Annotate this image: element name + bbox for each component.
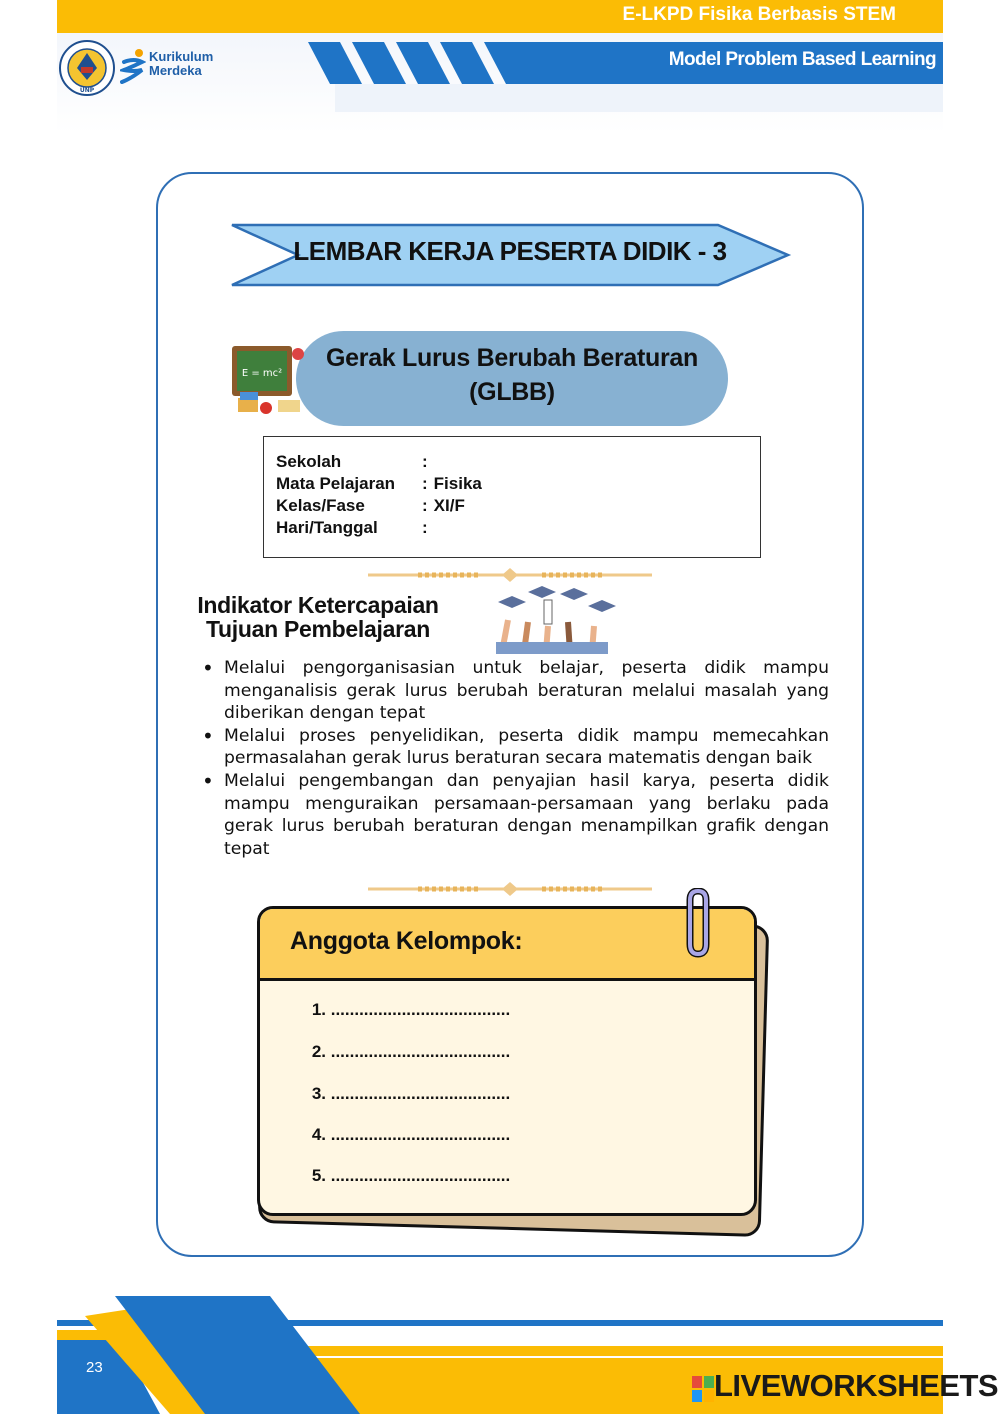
worksheet-banner-title: LEMBAR KERJA PESERTA DIDIK - 3 xyxy=(293,236,727,266)
info-label: Kelas/Fase xyxy=(276,496,365,515)
info-sep: : xyxy=(422,496,428,515)
info-row-sekolah xyxy=(276,452,434,472)
paperclip-icon xyxy=(680,888,716,958)
member-field[interactable]: ...................................... xyxy=(330,1000,511,1019)
info-sep: : xyxy=(422,518,428,537)
topic-line2: (GLBB) xyxy=(469,378,555,406)
member-row[interactable] xyxy=(300,1125,510,1145)
info-row-hari xyxy=(276,518,434,538)
member-row[interactable] xyxy=(300,1166,510,1186)
member-number: 5. xyxy=(311,1166,326,1185)
indicator-title-line1: Indikator Ketercapaian xyxy=(197,592,439,618)
member-row[interactable] xyxy=(300,1084,510,1104)
indicator-title-line2: Tujuan Pembelajaran xyxy=(206,616,430,642)
indicator-list xyxy=(224,657,829,860)
member-number: 2. xyxy=(311,1042,326,1061)
board-formula: E = mc² xyxy=(241,368,283,379)
info-row-mapel xyxy=(276,474,482,494)
member-number: 4. xyxy=(311,1125,326,1144)
info-value: XI/F xyxy=(433,496,465,515)
info-label: Hari/Tanggal xyxy=(276,518,378,537)
info-value: Fisika xyxy=(433,474,482,493)
indicator-item: • Melalui pengorganisasian untuk belajar, peserta didik mampu menganalisis gerak lurus berubah beraturan melalui masalah yang diberikan dengan tepat xyxy=(224,657,829,725)
header-stripes xyxy=(300,42,530,84)
group-title: Anggota Kelompok: xyxy=(290,927,523,955)
chalkboard-icon xyxy=(228,342,310,420)
member-row[interactable] xyxy=(300,1000,510,1020)
university-short: UNP xyxy=(79,87,95,94)
member-field[interactable]: ...................................... xyxy=(330,1084,511,1103)
member-field[interactable]: ...................................... xyxy=(330,1042,511,1061)
info-label: Mata Pelajaran xyxy=(276,474,396,493)
member-row[interactable] xyxy=(300,1042,510,1062)
header-title: E-LKPD Fisika Berbasis STEM xyxy=(622,4,896,25)
header-shadow-bar xyxy=(335,84,943,112)
kurikulum-line1: Kurikulum xyxy=(149,49,214,64)
info-sep: : xyxy=(422,452,428,471)
liveworksheets-brand: LIVEWORKSHEETS xyxy=(714,1368,999,1403)
kurikulum-line2: Merdeka xyxy=(149,63,202,78)
ornament-divider xyxy=(368,882,652,896)
topic-line1: Gerak Lurus Berubah Beraturan xyxy=(326,344,698,372)
kurikulum-merdeka-icon xyxy=(120,48,146,84)
info-label: Sekolah xyxy=(276,452,342,471)
topic-title xyxy=(296,341,728,409)
header-subtitle: Model Problem Based Learning xyxy=(668,49,936,70)
member-number: 3. xyxy=(311,1084,326,1103)
member-number: 1. xyxy=(311,1000,326,1019)
info-row-kelas xyxy=(276,496,465,516)
indicator-item: • Melalui proses penyelidikan, peserta didik mampu memecahkan permasalahan gerak lurus beraturan secara matematis dengan baik xyxy=(224,725,829,770)
page-number: 23 xyxy=(86,1359,103,1376)
university-logo-icon xyxy=(59,40,115,96)
ornament-divider xyxy=(368,568,652,582)
indicator-item: • Melalui pengembangan dan penyajian hasil karya, peserta didik mampu menguraikan persamaan-persamaan yang berlaku pada gerak lurus berubah beraturan dengan menampilkan grafik dengan tepat xyxy=(224,770,829,860)
kurikulum-merdeka-label xyxy=(149,50,213,78)
member-field[interactable]: ...................................... xyxy=(330,1125,511,1144)
info-sep: : xyxy=(422,474,428,493)
graduation-caps-icon xyxy=(488,582,620,654)
indicator-title xyxy=(163,593,473,641)
member-field[interactable]: ...................................... xyxy=(330,1166,511,1185)
